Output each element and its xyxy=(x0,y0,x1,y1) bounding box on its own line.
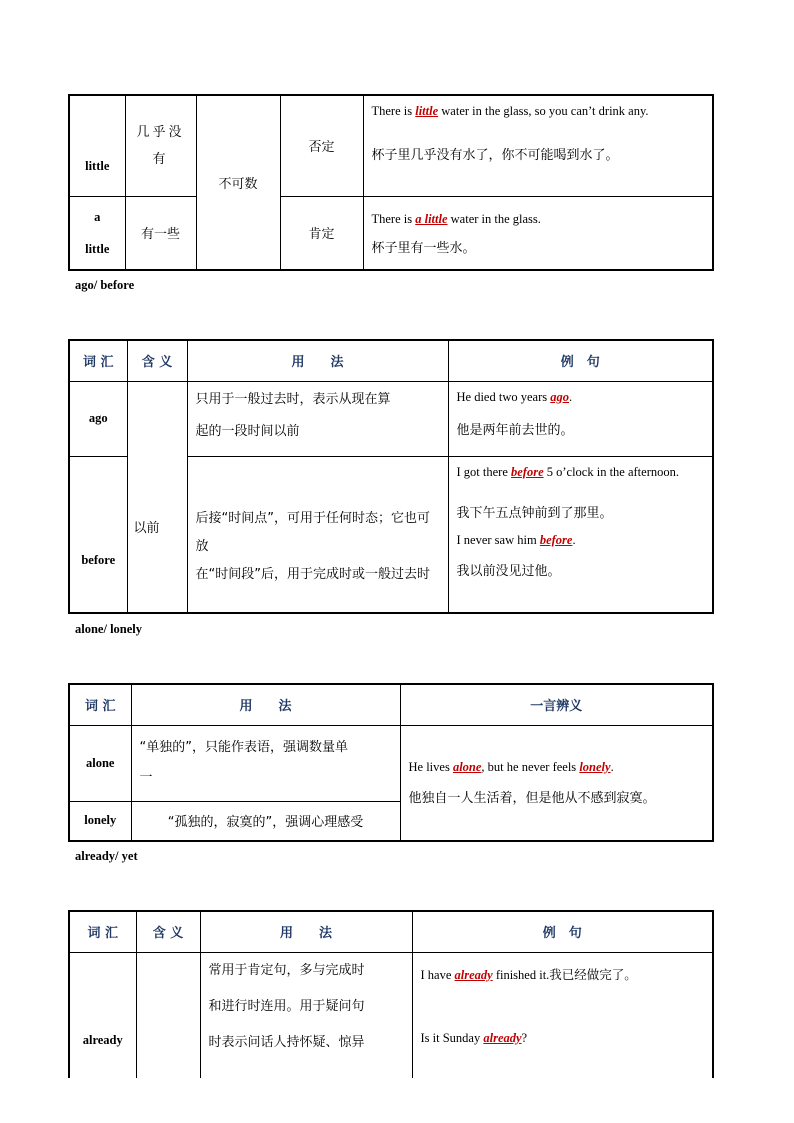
example-before: I got there before 5 o’clock in the afternoon. 我下午五点钟前到了那里。 I never saw him before. 我以前没见过他。 xyxy=(448,456,713,613)
usage-ago: 只用于一般过去时，表示从现在算 起的一段时间以前 xyxy=(187,381,448,456)
header-word: 词 汇 xyxy=(69,340,127,381)
word-lonely: lonely xyxy=(69,801,131,841)
header-usage: 用 法 xyxy=(187,340,448,381)
header-example: 例 句 xyxy=(412,911,713,952)
word-a-little: a little xyxy=(69,196,125,270)
meaning-a-little: 有一些 xyxy=(125,196,196,270)
category-uncountable: 不可数 xyxy=(196,95,280,270)
example-ago: He died two years ago. 他是两年前去世的。 xyxy=(448,381,713,456)
meaning-already xyxy=(136,952,200,1078)
section-title-alone-lonely: alone/ lonely xyxy=(75,622,143,636)
usage-lonely: “孤独的，寂寞的”，强调心理感受 xyxy=(131,801,400,841)
usage-already: 常用于肯定句，多与完成时 和进行时连用。用于疑问句 时表示问话人持怀疑、惊异 xyxy=(200,952,412,1078)
section-title-ago-before: ago/ before xyxy=(75,278,135,292)
example-already: I have already finished it.我已经做完了。 Is it Sunday already? xyxy=(412,952,713,1078)
word-alone: alone xyxy=(69,725,131,801)
table-already-yet xyxy=(68,910,714,1078)
usage-alone: “单独的”，只能作表语，强调数量单 一 xyxy=(131,725,400,801)
header-word: 词 汇 xyxy=(69,684,131,725)
example-a-little: There is a little water in the glass. 杯子里有一些水。 xyxy=(363,196,713,270)
table-alone-lonely xyxy=(68,683,714,842)
header-usage: 用 法 xyxy=(200,911,412,952)
word-before: before xyxy=(69,456,127,613)
section-title-already-yet: already/ yet xyxy=(75,849,138,863)
header-word: 词 汇 xyxy=(69,911,136,952)
usage-before: 后接“时间点”，可用于任何时态；它也可放 在“时间段”后，用于完成时或一般过去时 xyxy=(187,456,448,613)
header-meaning: 含 义 xyxy=(127,340,187,381)
header-example: 例 句 xyxy=(448,340,713,381)
word-little: little xyxy=(69,95,125,196)
usage-negative: 否定 xyxy=(280,95,363,196)
table-ago-before xyxy=(68,339,714,614)
meaning-little: 几乎没有 xyxy=(125,95,196,196)
header-distinction: 一言辨义 xyxy=(400,684,713,725)
header-meaning: 含 义 xyxy=(136,911,200,952)
example-little: There is little water in the glass, so you can’t drink any. 杯子里几乎没有水了，你不可能喝到水了。 xyxy=(363,95,713,196)
word-already: already xyxy=(69,952,136,1078)
table-little-a-little xyxy=(68,94,714,271)
meaning-before-shared: 以前 xyxy=(127,381,187,613)
header-usage: 用 法 xyxy=(131,684,400,725)
usage-positive: 肯定 xyxy=(280,196,363,270)
example-alone-lonely: He lives alone, but he never feels lonely. 他独自一人生活着，但是他从不感到寂寞。 xyxy=(400,725,713,841)
word-ago: ago xyxy=(69,381,127,456)
